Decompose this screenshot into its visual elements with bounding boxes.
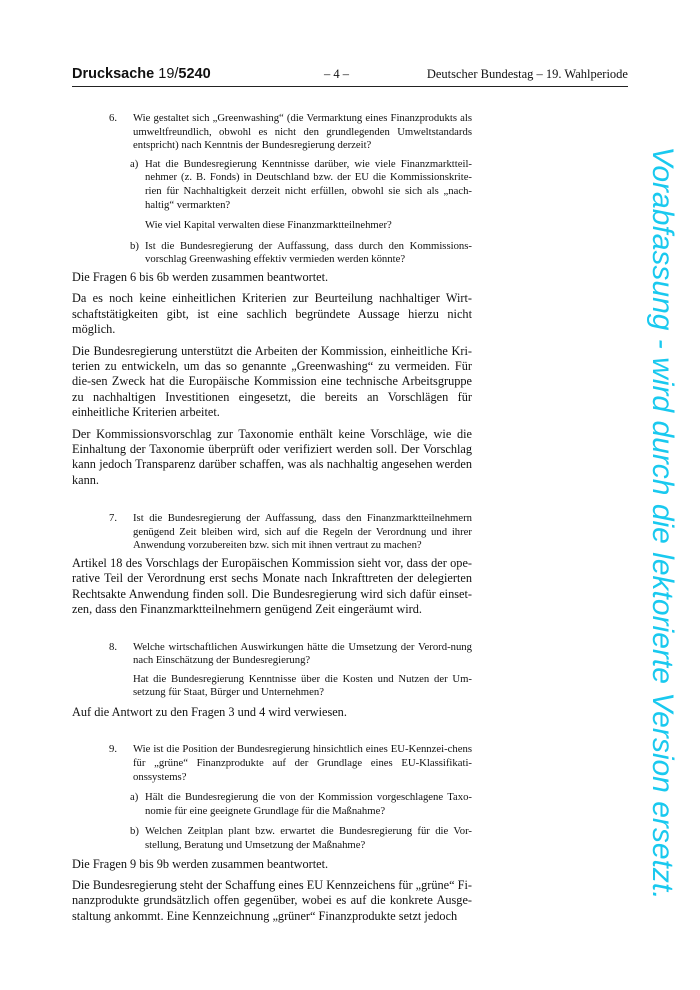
drucksache-number: 5240: [178, 66, 211, 82]
question-number: 7.: [109, 512, 118, 525]
answer-6-paragraph: Da es noch keine einheitlichen Kriterien zur Beurteilung nachhaltiger Wirt-schaftstätigkeiten gibt, ist eine sachlich begründete Aussage hierzu nicht möglich.: [72, 291, 472, 337]
question-number: 6.: [109, 112, 118, 124]
subquestion-label: b): [130, 239, 139, 252]
answer-6-paragraph: Die Bundesregierung unterstützt die Arbeiten der Kommission, einheitliche Kri-terien zu entwickeln, um das so genannte „Greenwashing“ zu vermeiden. Für die-sen Zweck hat die Europäische Kommission eine technische Arbeitsgruppe zu nachhaltigen Investitionen eingesetzt, die bereits an Vorschlägen für einheitliche Kriterien arbeitet.: [72, 343, 472, 420]
question-number: 8.: [109, 640, 118, 653]
answer-8: Auf die Antwort zu den Fragen 3 und 4 wird verwiesen.: [72, 705, 347, 719]
subquestion-text: Welchen Zeitplan plant bzw. erwartet die Bundesregierung für die Vor-stellung, Beratung und Umsetzung der Maßnahme?: [145, 825, 472, 851]
question-6a-followup: Wie viel Kapital verwalten diese Finanzmarktteilnehmer?: [145, 219, 392, 232]
draft-watermark: Vorabfassung - wird durch die lektorierte Version ersetzt.: [646, 146, 679, 900]
answer-7: Artikel 18 des Vorschlags der Europäischen Kommission sieht vor, dass der ope-rative Teil der Verordnung erst sechs Monate nach Inkrafttreten der delegierten Rechtsakte Anwendung finden soll. Die Bundesregierung wird sich dafür einset-zen, dass den Finanzmarktteilnehmern genügend Zeit eingeräumt wird.: [72, 556, 472, 617]
document-body: [72, 112, 472, 924]
question-text: Wie gestaltet sich „Greenwashing“ (die Vermarktung eines Finanzprodukts als umweltfreundlich, obwohl es nicht den grundlegenden Umweltstandards entspricht) nach Kenntnis der Bundesregierung derzeit?: [133, 112, 472, 152]
page-number: – 4 –: [324, 67, 349, 81]
subquestion-text: Hat die Bundesregierung Kenntnisse darüber, wie viele Finanzmarktteil-nehmer (z. B. Fonds) in Deutschland bzw. der EU die Kommissionskrite-rien für Nachhaltigkeit derzeit nicht erfüllen, obwohl sie sich als „nach-haltig“ vermarkten?: [145, 157, 472, 211]
question-8: [72, 641, 472, 668]
publisher: Deutscher Bundestag – 19. Wahlperiode: [426, 67, 628, 81]
subquestion-label: a): [130, 157, 139, 170]
question-6b: [72, 240, 472, 267]
question-6a: [72, 158, 472, 212]
question-text: Hat die Bundesregierung Kenntnisse über die Kosten und Nutzen der Um-setzung für Staat, Bürger und Unternehmen?: [133, 672, 472, 699]
answer-9-intro: Die Fragen 9 bis 9b werden zusammen beantwortet.: [72, 856, 329, 871]
subquestion-text: Ist die Bundesregierung der Auffassung, dass durch den Kommissions-vorschlag Greenwashing effektiv vermieden werden könnte?: [145, 239, 472, 266]
question-number: 9.: [109, 743, 118, 756]
question-8-followup: [72, 673, 472, 700]
answer-6-paragraph: Der Kommissionsvorschlag zur Taxonomie enthält keine Vorschläge, wie die Einhaltung der Taxonomie überprüft oder verifiziert werden soll. Der Vorschlag kann jedoch Transparenz darüber schaffen, was als nachhaltig angesehen werden kann.: [72, 426, 472, 487]
answer-6-intro: Die Fragen 6 bis 6b werden zusammen beantwortet.: [72, 269, 329, 284]
question-text: Wie ist die Position der Bundesregierung hinsichtlich eines EU-Kennzei-chens für „grüne“ Finanzprodukte auf der Grundlage eines EU-Klassifikati-onssystems?: [133, 743, 472, 783]
question-9: [72, 743, 472, 784]
drucksache-label: Drucksache 19/5240: [72, 66, 211, 82]
page-header: [72, 64, 628, 87]
question-7: [72, 512, 472, 553]
subquestion-label: a): [130, 791, 139, 804]
answer-9-paragraph: Die Bundesregierung steht der Schaffung eines EU Kennzeichens für „grüne“ Fi-nanzprodukte grundsätzlich offen gegenüber, wobei es auf die konkrete Ausge-staltung ankommt. Eine Kennzeichnung „grüner“ Finanzprodukte setzt jedoch: [72, 877, 472, 923]
question-text: Welche wirtschaftlichen Auswirkungen hätte die Umsetzung der Verord-nung nach Einschätzung der Bundesregierung?: [133, 640, 472, 667]
question-9b: [72, 825, 472, 852]
subquestion-label: b): [130, 825, 139, 838]
question-text: Ist die Bundesregierung der Auffassung, dass den Finanzmarktteilnehmern genügend Zeit bleiben wird, sich auf die Regeln der Verordnung und ihrer Anwendung vorzubereiten bzw. sich mit ihnen vertraut zu machen?: [133, 512, 472, 552]
question-9a: [72, 791, 472, 818]
question-6: [72, 112, 472, 153]
subquestion-text: Hält die Bundesregierung die von der Kommission vorgeschlagene Taxo-nomie für eine geeignete Grundlage für die Maßnahme?: [145, 791, 472, 817]
